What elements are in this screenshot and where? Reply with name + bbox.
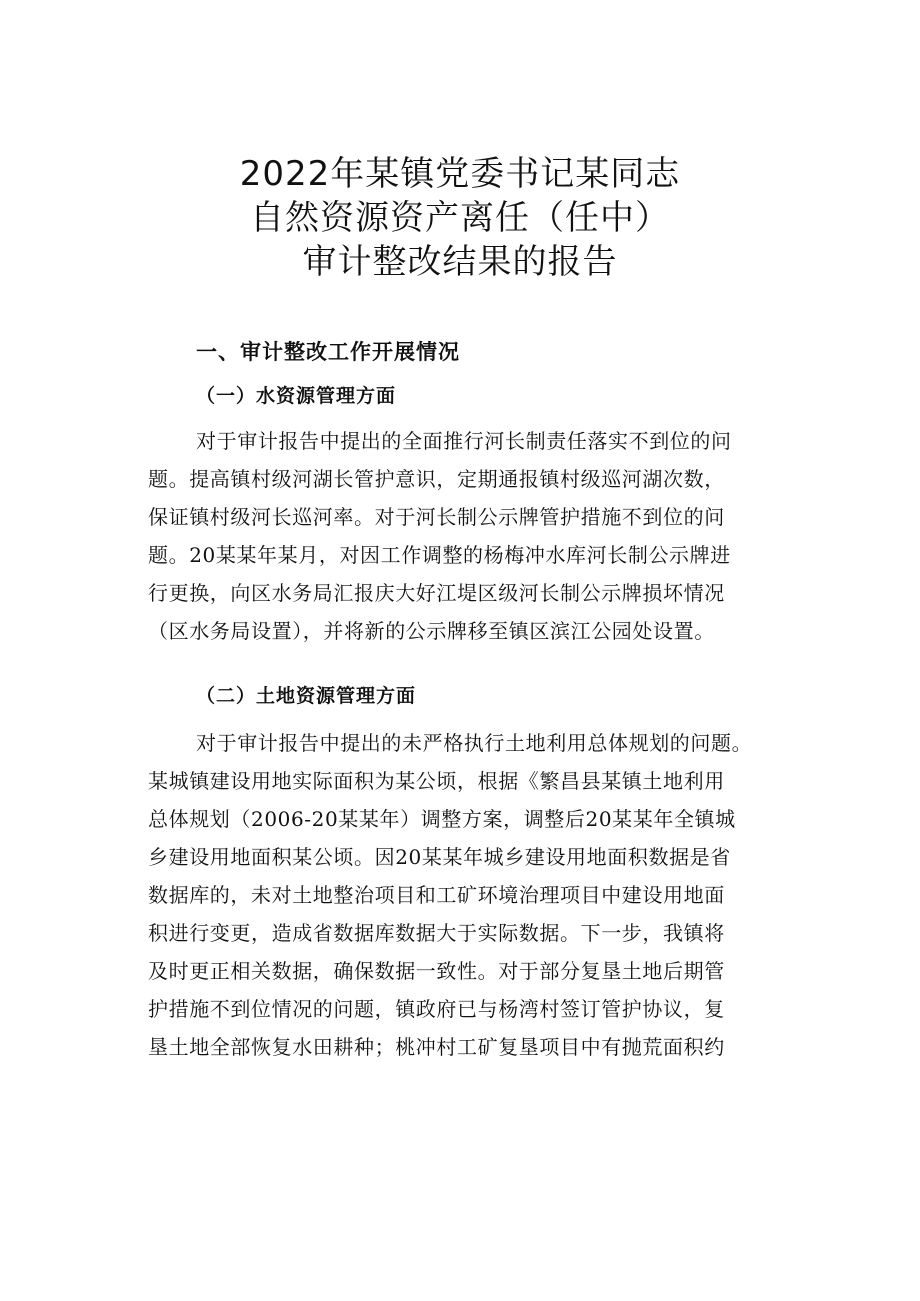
paragraph-line: 总体规划（2006-20某某年）调整方案，调整后20某某年全镇城 [148,807,736,831]
title-line-1: 2022年某镇党委书记某同志 [239,154,681,194]
section-heading: 一、审计整改工作开展情况 [196,340,460,364]
paragraph-line: 题。20某某年某月，对因工作调整的杨梅冲水库河长制公示牌进 [148,543,731,567]
subsection-heading-land: （二）土地资源管理方面 [196,685,417,707]
subsection-heading-water: （一）水资源管理方面 [196,385,397,407]
paragraph-line: 护措施不到位情况的问题，镇政府已与杨湾村签订管护协议，复 [148,997,725,1021]
paragraph-line: 某城镇建设用地实际面积为某公顷，根据《繁昌县某镇土地利用 [148,769,725,793]
title-line-2: 自然资源资产离任（任中） [250,198,670,238]
document-title [0,152,920,284]
paragraph-line: 垦土地全部恢复水田耕种；桃冲村工矿复垦项目中有抛荒面积约 [148,1035,725,1059]
paragraph-line: 数据库的，未对土地整治项目和工矿环境治理项目中建设用地面 [148,883,725,907]
paragraph-line: 保证镇村级河长巡河率。对于河长制公示牌管护措施不到位的问 [148,505,725,529]
paragraph-line: 乡建设用地面积某公顷。因20某某年城乡建设用地面积数据是省 [148,845,731,869]
paragraph-line: 及时更正相关数据，确保数据一致性。对于部分复垦土地后期管 [148,959,725,983]
paragraph-line: 题。提高镇村级河湖长管护意识，定期通报镇村级巡河湖次数， [148,467,725,491]
paragraph-line: 积进行变更，造成省数据库数据大于实际数据。下一步，我镇将 [148,921,725,945]
paragraph-line: 对于审计报告中提出的全面推行河长制责任落实不到位的问 [196,429,732,453]
title-line-3: 审计整改结果的报告 [302,242,618,282]
paragraph-line: 对于审计报告中提出的未严格执行土地利用总体规划的问题。 [196,731,753,755]
paragraph-line: 行更换，向区水务局汇报庆大好江堤区级河长制公示牌损坏情况 [148,581,725,605]
paragraph-land [148,724,808,1066]
paragraph-line: （区水务局设置），并将新的公示牌移至镇区滨江公园处设置。 [148,619,715,643]
paragraph-water [148,422,808,650]
